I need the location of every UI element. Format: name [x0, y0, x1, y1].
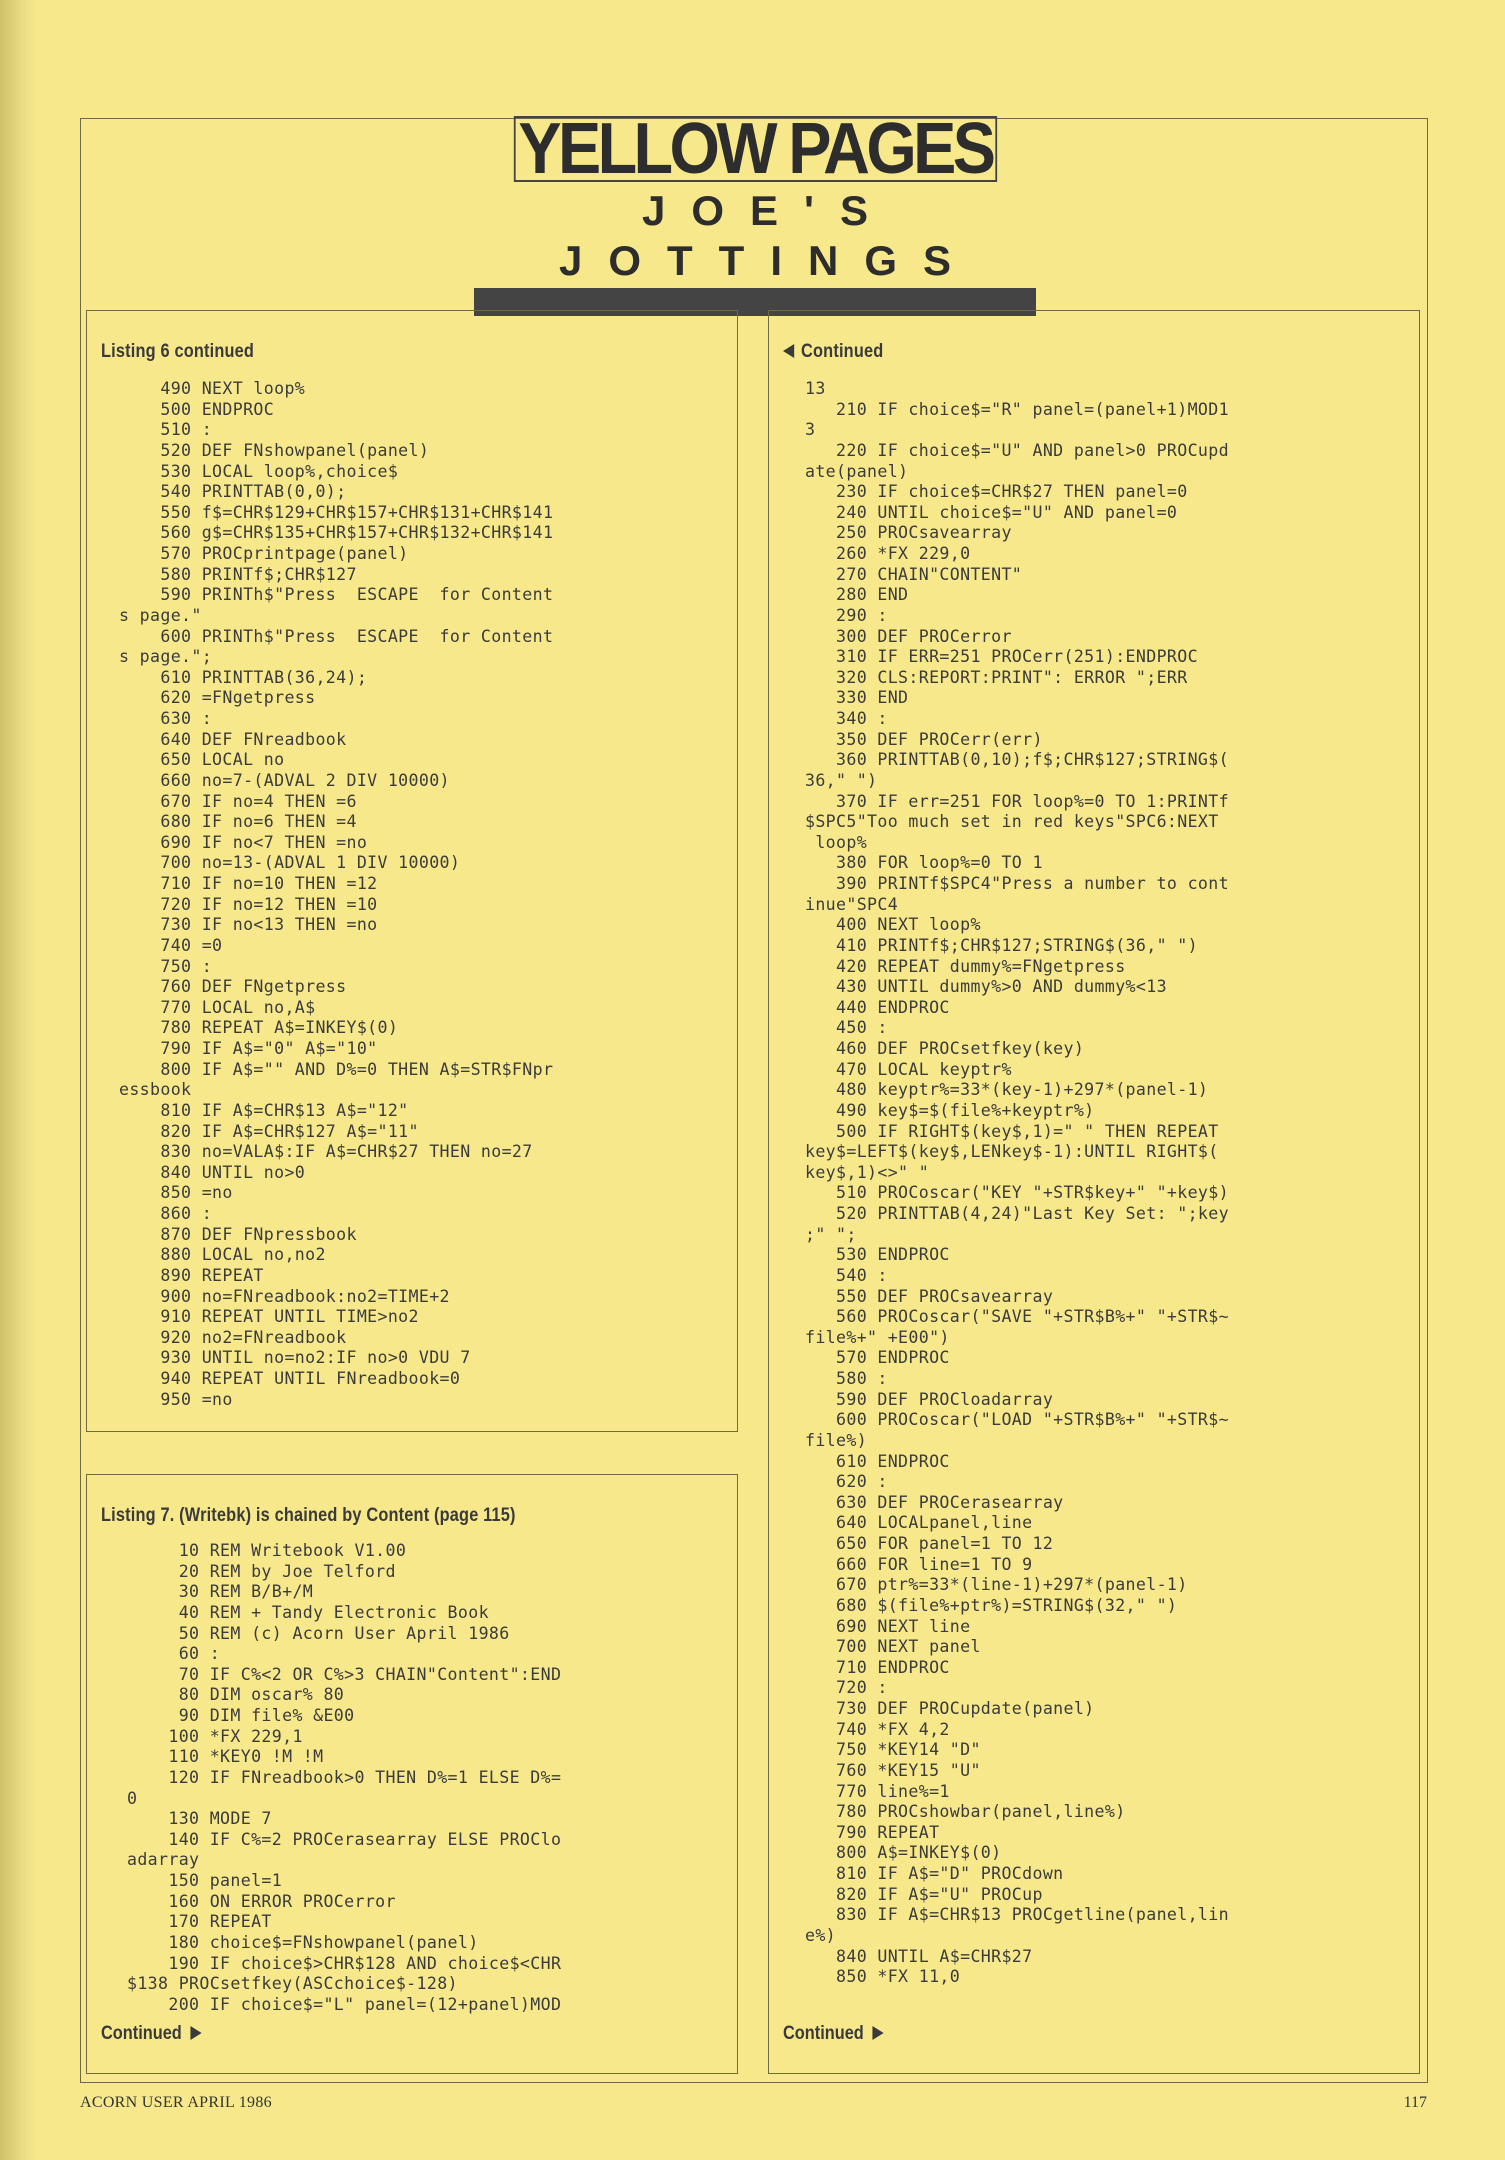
page-gutter-shadow	[0, 0, 38, 2160]
column-title: JOE'S JOTTINGS	[558, 187, 978, 284]
continued-label: Continued	[101, 2023, 182, 2044]
listing-6-heading: Listing 6 continued	[101, 341, 255, 362]
continued-heading-label: Continued	[801, 341, 884, 362]
listing-6-box	[86, 310, 738, 1432]
masthead	[470, 109, 1040, 316]
arrow-right-icon	[872, 2026, 883, 2040]
right-column-code: 13 210 IF choice$="R" panel=(panel+1)MOD1 3 220 IF choice$="U" AND panel>0 PROCupd ate(panel) 230 IF choice$=CHR$27 THEN panel=0 240 UNTIL choice$="U" AND panel=0 250 PROCsavearray 260 *FX 229,0 270 CHAIN"CONTENT" 280 END 290 : 300 DEF PROCerror 310 IF ERR=251 PROCerr(251):ENDPROC 320 CLS:REPORT:PRINT": ERROR ";ERR 330 END 340 : 350 DEF PROCerr(err) 360 PRINTTAB(0,10);f$;CHR$127;STRING$( 36," ") 370 IF err=251 FOR loop%=0 TO 1:PRINTf $SPC5"Too much set in red keys"SPC6:NEXT loop% 380 FOR loop%=0 TO 1 390 PRINTf$SPC4"Press a number to cont inue"SPC4 400 NEXT loop% 410 PRINTf$;CHR$127;STRING$(36," ") 420 REPEAT dummy%=FNgetpress 430 UNTIL dummy%>0 AND dummy%<13 440 ENDPROC 450 : 460 DEF PROCsetfkey(key) 470 LOCAL keyptr% 480 keyptr%=33*(key-1)+297*(panel-1) 490 key$=$(file%+keyptr%) 500 IF RIGHT$(key$,1)=" " THEN REPEAT key$=LEFT$(key$,LENkey$-1):UNTIL RIGHT$( key$,1)<>" " 510 PROCoscar("KEY "+STR$key+" "+key$) 520 PRINTTAB(4,24)"Last Key Set: ";key ;" "; 530 ENDPROC 540 : 550 DEF PROCsavearray 560 PROCoscar("SAVE "+STR$B%+" "+STR$~ file%+" +E00") 570 ENDPROC 580 : 590 DEF PROCloadarray 600 PROCoscar("LOAD "+STR$B%+" "+STR$~ file%) 610 ENDPROC 620 : 630 DEF PROCerasearray 640 LOCALpanel,line 650 FOR panel=1 TO 12 660 FOR line=1 TO 9 670 ptr%=33*(line-1)+297*(panel-1) 680 $(file%+ptr%)=STRING$(32," ") 690 NEXT line 700 NEXT panel 710 ENDPROC 720 : 730 DEF PROCupdate(panel) 740 *FX 4,2 750 *KEY14 "D" 760 *KEY15 "U" 770 line%=1 780 PROCshowbar(panel,line%) 790 REPEAT 800 A$=INKEY$(0) 810 IF A$="D" PROCdown 820 IF A$="U" PROCup 830 IF A$=CHR$13 PROCgetline(panel,lin e%) 840 UNTIL A$=CHR$27 850 *FX 11,0	[805, 379, 1229, 1987]
listing-6-code: 490 NEXT loop% 500 ENDPROC 510 : 520 DEF FNshowpanel(panel) 530 LOCAL loop%,choice$ 540 PRINTTAB(0,0); 550 f$=CHR$129+CHR$157+CHR$131+CHR$141 560 g$=CHR$135+CHR$157+CHR$132+CHR$141 570 PROCprintpage(panel) 580 PRINTf$;CHR$127 590 PRINTh$"Press ESCAPE for Content s page." 600 PRINTh$"Press ESCAPE for Content s page."; 610 PRINTTAB(36,24); 620 =FNgetpress 630 : 640 DEF FNreadbook 650 LOCAL no 660 no=7-(ADVAL 2 DIV 10000) 670 IF no=4 THEN =6 680 IF no=6 THEN =4 690 IF no<7 THEN =no 700 no=13-(ADVAL 1 DIV 10000) 710 IF no=10 THEN =12 720 IF no=12 THEN =10 730 IF no<13 THEN =no 740 =0 750 : 760 DEF FNgetpress 770 LOCAL no,A$ 780 REPEAT A$=INKEY$(0) 790 IF A$="0" A$="10" 800 IF A$="" AND D%=0 THEN A$=STR$FNpr essbook 810 IF A$=CHR$13 A$="12" 820 IF A$=CHR$127 A$="11" 830 no=VALA$:IF A$=CHR$27 THEN no=27 840 UNTIL no>0 850 =no 860 : 870 DEF FNpressbook 880 LOCAL no,no2 890 REPEAT 900 no=FNreadbook:no2=TIME+2 910 REPEAT UNTIL TIME>no2 920 no2=FNreadbook 930 UNTIL no=no2:IF no>0 VDU 7 940 REPEAT UNTIL FNreadbook=0 950 =no	[119, 379, 554, 1409]
continued-label: Continued	[783, 2023, 864, 2044]
arrow-left-icon	[783, 344, 794, 358]
section-title: YELLOW PAGES	[513, 116, 996, 182]
publication-footer: ACORN USER APRIL 1986	[80, 2094, 272, 2111]
listing-7-code: 10 REM Writebook V1.00 20 REM by Joe Telford 30 REM B/B+/M 40 REM + Tandy Electronic Book 50 REM (c) Acorn User April 1986 60 : 70 IF C%<2 OR C%>3 CHAIN"Content":END 80 DIM oscar% 80 90 DIM file% &E00 100 *FX 229,1 110 *KEY0 !M !M 120 IF FNreadbook>0 THEN D%=1 ELSE D%= 0 130 MODE 7 140 IF C%=2 PROCerasearray ELSE PROClo adarray 150 panel=1 160 ON ERROR PROCerror 170 REPEAT 180 choice$=FNshowpanel(panel) 190 IF choice$>CHR$128 AND choice$<CHR $138 PROCsetfkey(ASCchoice$-128) 200 IF choice$="L" panel=(12+panel)MOD	[127, 1541, 562, 2014]
right-column-continued	[783, 2023, 884, 2045]
listing-7-heading: Listing 7. (Writebk) is chained by Content (page 115)	[101, 1505, 516, 1526]
page-number: 117	[1403, 2094, 1427, 2111]
right-column-box	[768, 310, 1420, 2074]
listing-7-continued	[101, 2023, 202, 2045]
listing-7-box	[86, 1474, 738, 2074]
arrow-right-icon	[190, 2026, 201, 2040]
right-column-heading	[783, 341, 883, 363]
